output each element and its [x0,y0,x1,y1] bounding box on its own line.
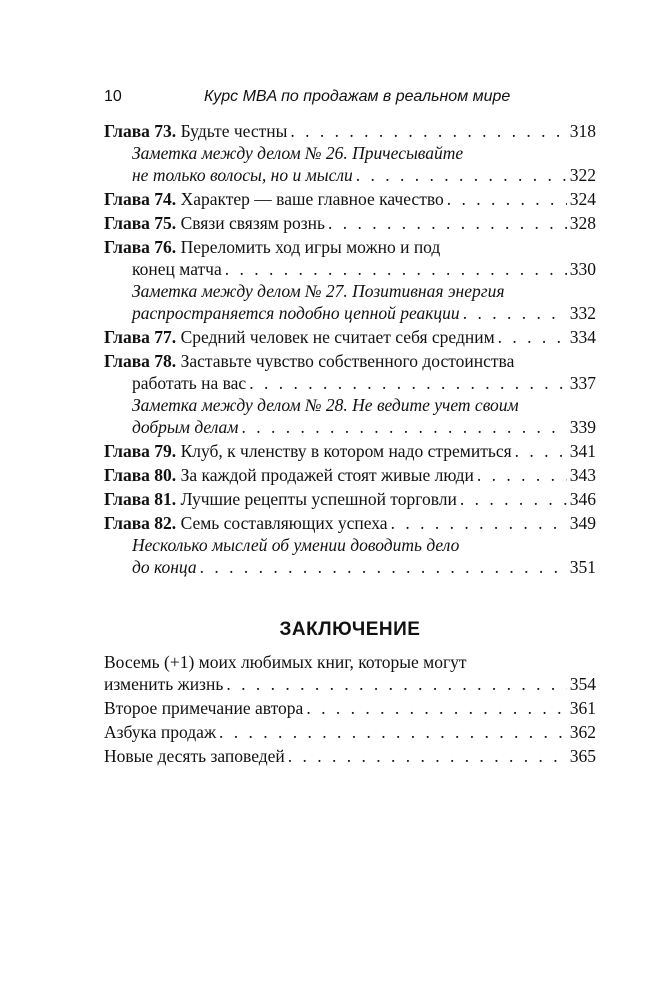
page-ref: 343 [569,465,596,485]
chapter-label: Глава 74. [104,189,177,209]
toc-chapter-entry [104,464,596,486]
toc-chapter-entry [104,440,596,462]
entry-title-text: изменить жизнь [104,674,224,694]
dot-leader [306,697,566,719]
entry-title-text: Заставьте чувство собственного достоинства [180,351,515,371]
toc-line [104,556,596,578]
conclusion-entry [104,697,596,719]
entry-title-text: Переломить ход игры можно и под [180,237,441,257]
dot-leader [241,416,566,438]
page-ref: 341 [569,441,596,461]
toc-line-text [132,302,460,324]
toc-line [104,745,596,767]
toc-line-text [104,464,474,486]
entry-title-text: Заметка между делом № 26. Причесывайте [132,143,464,163]
toc-line [104,142,596,164]
page-ref: 354 [569,674,596,694]
toc-line-text [132,281,504,301]
toc-line [104,188,596,210]
toc-line [104,120,596,142]
dot-leader [498,326,567,348]
toc-line-text [104,120,287,142]
toc-line [104,280,596,302]
chapter-label: Глава 77. [104,327,177,347]
toc-line-text [104,212,325,234]
page-ref: 330 [569,259,596,279]
entry-title-text: За каждой продажей стоят живые люди [180,465,474,485]
page-ref: 362 [569,722,596,742]
toc-line [104,258,596,280]
toc-line [104,302,596,324]
dot-leader [328,212,567,234]
entry-title-text: Лучшие рецепты успешной торговли [180,489,457,509]
dot-leader [447,188,567,210]
toc-line-text [104,512,388,534]
toc-line-text [132,535,459,555]
entry-title-text: Будьте честны [180,121,288,141]
entry-title-text: работать на вас [132,373,247,393]
page-ref: 324 [569,189,596,209]
toc-chapter-entry [104,488,596,510]
entry-title-text: Семь составляющих успеха [180,513,388,533]
conclusion-entry [104,721,596,743]
page-number: 10 [104,88,122,105]
conclusion-list [104,651,596,769]
entry-title-text: конец матча [132,259,222,279]
toc-line-text [132,556,197,578]
page-ref: 332 [569,303,596,323]
toc-chapter-entry [104,120,596,142]
toc-line-text [132,164,353,186]
toc-line [104,394,596,416]
page-ref: 337 [569,373,596,393]
toc-line-text [132,395,519,415]
page-ref: 328 [569,213,596,233]
toc-line-text [104,188,444,210]
chapter-label: Глава 76. [104,237,177,257]
dot-leader [219,721,567,743]
toc-line [104,721,596,743]
toc-line-text [104,745,285,767]
toc-line-text [104,440,512,462]
conclusion-entry [104,745,596,767]
dot-leader [463,302,567,324]
toc-note-entry [104,534,596,578]
chapter-label: Глава 80. [104,465,177,485]
section-heading-conclusion: ЗАКЛЮЧЕНИЕ [279,619,421,640]
conclusion-entry [104,651,596,695]
toc-chapter-entry [104,188,596,210]
chapter-label: Глава 81. [104,489,177,509]
toc-chapter-entry [104,236,596,280]
toc-line-text [104,673,223,695]
dot-leader [515,440,567,462]
toc-line [104,512,596,534]
toc-line [104,212,596,234]
dot-leader [477,464,567,486]
toc-line-text [132,372,246,394]
entry-title-text: не только волосы, но и мысли [132,165,353,185]
dot-leader [225,258,567,280]
toc-line-text [104,488,457,510]
toc-line-text [104,652,467,672]
toc-line-text [132,258,222,280]
toc-note-entry [104,394,596,438]
entry-title-text: Несколько мыслей об умении доводить дело [132,535,460,555]
table-of-contents [104,120,596,580]
entry-title-text: Заметка между делом № 27. Позитивная энергия [132,281,505,301]
page-ref: 349 [569,513,596,533]
entry-title-text: Восемь (+1) моих любимых книг, которые могут [104,652,467,672]
dot-leader [226,673,566,695]
dot-leader [290,120,566,142]
entry-title-text: Характер — ваше главное качество [180,189,444,209]
toc-line [104,488,596,510]
toc-line [104,164,596,186]
toc-line-text [104,697,303,719]
entry-title-text: распространяется подобно цепной реакции [132,303,460,323]
page-ref: 339 [569,417,596,437]
toc-chapter-entry [104,212,596,234]
toc-line [104,372,596,394]
page-ref: 334 [569,327,596,347]
toc-line [104,326,596,348]
toc-line-text [132,143,463,163]
toc-line [104,236,596,258]
page-ref: 346 [569,489,596,509]
toc-chapter-entry [104,512,596,534]
entry-title-text: Второе примечание автора [104,698,304,718]
entry-title-text: добрым делам [132,417,239,437]
entry-title-text: Связи связям рознь [180,213,325,233]
entry-title-text: Новые десять заповедей [104,746,285,766]
toc-note-entry [104,142,596,186]
toc-line [104,440,596,462]
toc-line-text [132,416,238,438]
entry-title-text: Азбука продаж [104,722,217,742]
dot-leader [249,372,567,394]
dot-leader [356,164,567,186]
entry-title-text: Клуб, к членству в котором надо стремиться [180,441,512,461]
page-ref: 365 [569,746,596,766]
toc-line [104,697,596,719]
book-title: Курс MBA по продажам в реальном мире [204,88,511,105]
toc-line [104,464,596,486]
chapter-label: Глава 79. [104,441,177,461]
dot-leader [288,745,567,767]
toc-line [104,416,596,438]
chapter-label: Глава 78. [104,351,177,371]
toc-line [104,651,596,673]
chapter-label: Глава 75. [104,213,177,233]
entry-title-text: Средний человек не считает себя средним [180,327,495,347]
toc-line-text [104,721,216,743]
toc-line-text [104,351,514,371]
toc-chapter-entry [104,326,596,348]
entry-title-text: Заметка между делом № 28. Не ведите учет своим [132,395,519,415]
toc-line-text [104,326,495,348]
dot-leader [200,556,567,578]
page-ref: 318 [569,121,596,141]
chapter-label: Глава 82. [104,513,177,533]
page-ref: 322 [569,165,596,185]
page-ref: 351 [569,557,596,577]
toc-line-text [104,237,440,257]
entry-title-text: до конца [132,557,197,577]
toc-line [104,673,596,695]
page-ref: 361 [569,698,596,718]
chapter-label: Глава 73. [104,121,177,141]
toc-line [104,350,596,372]
dot-leader [460,488,567,510]
toc-line [104,534,596,556]
toc-chapter-entry [104,350,596,394]
toc-note-entry [104,280,596,324]
dot-leader [391,512,567,534]
